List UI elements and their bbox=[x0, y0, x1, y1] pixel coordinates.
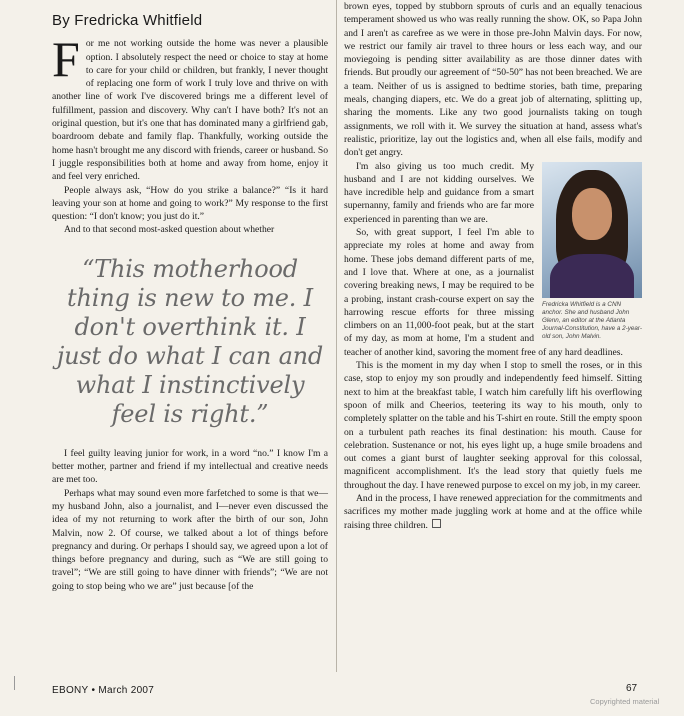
author-photo bbox=[542, 162, 642, 298]
paragraph-4: I feel guilty leaving junior for work, in a word “no.” I know I'm a better mother, partner and friend if my intellectual and creative needs are met too. bbox=[52, 447, 328, 486]
margin-mark bbox=[14, 676, 15, 690]
left-column bbox=[52, 14, 328, 593]
paragraph-7: I'm also giving us too much credit. My husband and I are not kidding ourselves. We have incredible help and guidance from a smart supernanny, family and friends who are far more experienced in parenting than we are. bbox=[344, 160, 534, 225]
author-photo-block bbox=[542, 162, 642, 341]
right-column bbox=[344, 0, 642, 532]
paragraph-3: And to that second most-asked question about whether bbox=[64, 224, 275, 236]
drop-cap: F bbox=[52, 31, 80, 88]
paragraph-8: So, with great support, I feel I'm able to appreciate my roles at home and away from home. These jobs demand different parts of me, and I love that. Where at one, as a journalist covering breaking news, I may be required to be a probing, instant crash-course expert on say the harrowing rescue efforts for three missing climbers on an 11,000-foot peak, but at the start of my day, as mom at home, I'm a student and teacher of another kind, savoring the moment free of any hard deadlines. bbox=[344, 227, 623, 358]
paragraph-1: For me not working outside the home was never a plausible option. I absolutely respect the need or choice to stay at home to care for your child or children, but frankly, I never thought of replacing one form of work I truly love and thrive on with another line of work I've discovered brings me a different level of fulfillment, passion and discovery. Why can't I have both? It's not an original question, but it's one that has dominated many a girlfriend gab, boardroom debate and family flap. Thankfully, working outside the home hasn't brought me any discord with friends, career or husband. So I juggle responsibilities both at home and away from home, enjoy it and feel very enriched. bbox=[52, 31, 328, 183]
byline: By Fredricka Whitfield bbox=[52, 12, 203, 29]
page-number: 67 bbox=[626, 683, 638, 694]
photo-caption: Fredricka Whitfield is a CNN anchor. She and husband John Glenn, an editor at the Atlanta Journal-Constitution, have a 2-year-old son, John Malvin. bbox=[542, 300, 642, 340]
magazine-name: EBONY bbox=[52, 685, 89, 696]
column-divider bbox=[336, 0, 337, 672]
end-mark-icon bbox=[432, 519, 441, 528]
paragraph-5: Perhaps what may sound even more farfetched to some is that we—my husband John, also a journalist, and I—never even discussed the idea of my not returning to work after the birth of our son, John Malvin, now 2. Of course, we talked about a lot of things before pregnancy and during. Or perhaps I should say, we agreed upon a lot of things before pregnancy and during, such as “We are still going to travel”; “We are still going to have dinner with friends”; “We are not going to stop being who we are” just because [of the bbox=[52, 487, 328, 592]
footer-folio bbox=[52, 685, 154, 696]
pull-quote: “This motherhood thing is new to me. I don't overthink it. I just do what I can and what I instinctively feel is right.” bbox=[56, 254, 324, 428]
copyright-watermark: Copyrighted material bbox=[590, 697, 660, 706]
paragraph-6: brown eyes, topped by stubborn sprouts of curls and an equally tenacious temperament showed us who was really running the show. OK, so Papa John and I aren't as carefree as we were in those pre-John Malvin days. For now, we restrict our family air travel to three hours or less each way, and our moviegoing is pending sitter availability as are those dinner dates with friends. But proudly our agreement of “50-50” has not been breached. We are a team. Neither of us is assigned to bedtime stories, bath time, preparing meals, changing diapers, etc. We do a great job of alternating, splitting up, sharing the moments. Like any two good journalists taking on tough assignments, we roll with it. We survey the situation at hand, assess what's realistic, prioritize, lay out the logistics and, when all else fails, modify and don't get angry. bbox=[344, 1, 642, 159]
paragraph-10: And in the process, I have renewed appreciation for the commitments and sacrifices my mother made juggling work at home and at the office while raising three children. bbox=[344, 492, 642, 531]
issue-date: March 2007 bbox=[98, 685, 155, 696]
folio-bullet: • bbox=[91, 685, 96, 696]
paragraph-2: People always ask, “How do you strike a balance?” “Is it hard leaving your son at home and going to work?” My response to the first question: “I don't know; you just do it.” bbox=[52, 184, 328, 223]
paragraph-9: This is the moment in my day when I stop to smell the roses, or in this case, stop to enjoy my son proudly and independently feed himself. Sitting next to him at the breakfast table, I watch him carefully lift his overflowing spoon of milk and Cheerios, teetering its way to his mouth, only to completely splatter on the table and his T-shirt en route. Still the empty spoon on a turbulent path reaches its final destination: his mouth. Cause for celebration. Sustenance or not, his eyes light up, a huge smile broadens and out comes a giant burst of laughter seeking approval for this colossal, magnificent accomplishment. It's the lead story that quietly fuels me throughout the day. I have renewed purpose to excel on my job, in my career. bbox=[344, 360, 642, 491]
